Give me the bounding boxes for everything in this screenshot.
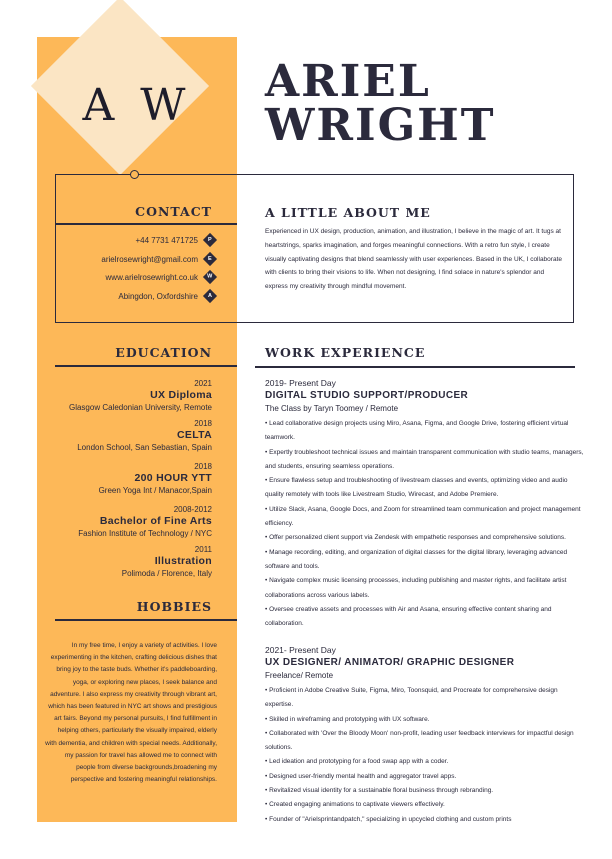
job-bullet: • Navigate complex music licensing processes, including publishing and master rights, and facilitate artist collaborations across various labels. bbox=[265, 574, 585, 603]
job-bullet: • Utilize Slack, Asana, Google Docs, and Zoom for streamlined team communication and project management efficiency. bbox=[265, 503, 585, 532]
education-divider bbox=[55, 365, 237, 367]
phone-text[interactable]: +44 7731 471725 bbox=[135, 235, 198, 245]
job-bullet: • Designed user-friendly mental health and aggregator travel apps. bbox=[265, 770, 585, 784]
hobbies-divider bbox=[55, 619, 237, 621]
education-institution: Polimoda / Florence, Italy bbox=[121, 569, 212, 578]
job-bullet: • Founder of "Arielsprintandpatch," specializing in upcycled clothing and custom prints bbox=[265, 813, 585, 827]
contact-divider bbox=[55, 223, 237, 225]
education-institution: Glasgow Caledonian University, Remote bbox=[68, 403, 212, 412]
about-text: Experienced in UX design, production, animation, and illustration, I believe in the magic of art. It tugs at heartstrings, sparks imagination, and forges meaningful connections. With a retro fun style, I create visually captivating designs that blend seamlessly with user experiences. Based in the UK, I collaborate with clients to bring their visions to life. When not designing, I find solace in nature's splendor and express my creativity through mindful movement. bbox=[265, 228, 562, 291]
work-heading: WORK EXPERIENCE bbox=[265, 345, 426, 360]
education-institution: London School, San Sebastian, Spain bbox=[77, 443, 212, 452]
website-link[interactable]: www.arielrosewright.co.uk bbox=[105, 272, 198, 282]
job-dates: 2021- Present Day bbox=[265, 645, 336, 655]
education-year: 2018 bbox=[194, 462, 212, 471]
job-bullet: • Offer personalized client support via Zendesk with empathetic responses and comprehensive solutions. bbox=[265, 531, 585, 545]
education-year: 2018 bbox=[194, 419, 212, 428]
education-degree: UX Diploma bbox=[150, 389, 212, 401]
education-year: 2008-2012 bbox=[173, 505, 212, 514]
job-bullet: • Collaborated with 'Over the Bloody Moon' non-profit, leading user feedback interviews for impactful design solutions. bbox=[265, 727, 585, 756]
job-entry bbox=[265, 645, 585, 827]
education-item bbox=[45, 544, 212, 579]
education-item bbox=[45, 378, 212, 413]
job-bullet: • Expertly troubleshoot technical issues and maintain transparent communication with studio teams, managers, and students, ensuring seamless operations. bbox=[265, 446, 585, 475]
education-degree: Bachelor of Fine Arts bbox=[99, 515, 212, 527]
hobbies-heading: HOBBIES bbox=[136, 599, 212, 614]
job-bullets bbox=[265, 684, 585, 827]
education-institution: Fashion Institute of Technology / NYC bbox=[78, 529, 212, 538]
address-text: Abingdon, Oxfordshire bbox=[118, 291, 198, 301]
job-title: UX DESIGNER/ ANIMATOR/ GRAPHIC DESIGNER bbox=[265, 657, 515, 668]
phone-icon: P bbox=[203, 233, 217, 247]
education-degree: Illustration bbox=[154, 555, 212, 567]
job-bullet: • Proficient in Adobe Creative Suite, Figma, Miro, Toonsquid, and Procreate for comprehensive design expertise. bbox=[265, 684, 585, 713]
job-bullet: • Revitalized visual identity for a sustainable floral business through rebranding. bbox=[265, 784, 585, 798]
job-bullet: • Manage recording, editing, and organization of digital classes for the digital library, leveraging advanced software and tools. bbox=[265, 546, 585, 575]
job-title: DIGITAL STUDIO SUPPORT/PRODUCER bbox=[265, 390, 469, 401]
job-bullet: • Skilled in wireframing and prototyping with UX software. bbox=[265, 713, 585, 727]
education-item bbox=[45, 418, 212, 453]
job-entry bbox=[265, 378, 585, 631]
last-name: WRIGHT bbox=[265, 100, 496, 151]
education-degree: CELTA bbox=[177, 429, 212, 441]
education-degree: 200 HOUR YTT bbox=[134, 472, 212, 484]
education-item bbox=[45, 461, 212, 496]
first-name: ARIEL bbox=[265, 56, 431, 107]
contact-phone bbox=[135, 235, 215, 245]
hobbies-text: In my free time, I enjoy a variety of activities. I love experimenting in the kitchen, crafting delicious dishes that bring joy to the taste buds. Whether it's paddleboarding, yoga, or exploring new places, I seek balance and adventure. I also express my creativity through vibrant art, which has been featured in NYC art shows and prestigious art fairs. Beyond my personal pursuits, I find fulfillment in helping others, particularly the visually impaired, elderly with dementia, and children with special needs. Additionally, my passion for travel has allowed me to connect with people from diverse backgrounds,broadening my perspective and fostering meaningful relationships. bbox=[45, 642, 217, 784]
website-icon: W bbox=[203, 270, 217, 284]
education-institution: Green Yoga Int / Manacor,Spain bbox=[98, 486, 212, 495]
education-heading: EDUCATION bbox=[115, 345, 212, 360]
job-bullet: • Led ideation and prototyping for a food swap app with a coder. bbox=[265, 755, 585, 769]
contact-heading: CONTACT bbox=[135, 204, 212, 219]
job-bullet: • Ensure flawless setup and troubleshooting of livestream classes and events, optimizing video and audio quality remotely with tools like Livestream Studio, Wirecast, and Adobe Premiere. bbox=[265, 474, 585, 503]
job-bullet: • Lead collaborative design projects using Miro, Asana, Figma, and Google Drive, fostering efficient virtual teamwork. bbox=[265, 417, 585, 446]
contact-address bbox=[118, 291, 215, 301]
email-icon: E bbox=[203, 252, 217, 266]
job-company: Freelance/ Remote bbox=[265, 671, 334, 680]
address-icon: A bbox=[203, 289, 217, 303]
job-bullet: • Created engaging animations to captivate viewers effectively. bbox=[265, 798, 585, 812]
job-bullet: • Oversee creative assets and processes with Air and Asana, ensuring effective content sharing and collaboration. bbox=[265, 603, 585, 632]
initials: A W bbox=[82, 80, 192, 131]
education-year: 2011 bbox=[194, 545, 212, 554]
contact-website bbox=[106, 272, 215, 282]
full-name bbox=[265, 56, 496, 151]
education-year: 2021 bbox=[194, 379, 212, 388]
contact-email bbox=[101, 254, 215, 264]
job-company: The Class by Taryn Toomey / Remote bbox=[265, 404, 399, 413]
about-heading: A LITTLE ABOUT ME bbox=[265, 205, 431, 220]
job-bullets bbox=[265, 417, 585, 631]
work-divider bbox=[255, 366, 575, 368]
job-dates: 2019- Present Day bbox=[265, 378, 336, 388]
email-link[interactable]: arielrosewright@gmail.com bbox=[101, 254, 198, 264]
education-item bbox=[45, 504, 212, 539]
frame-dot bbox=[130, 170, 139, 179]
